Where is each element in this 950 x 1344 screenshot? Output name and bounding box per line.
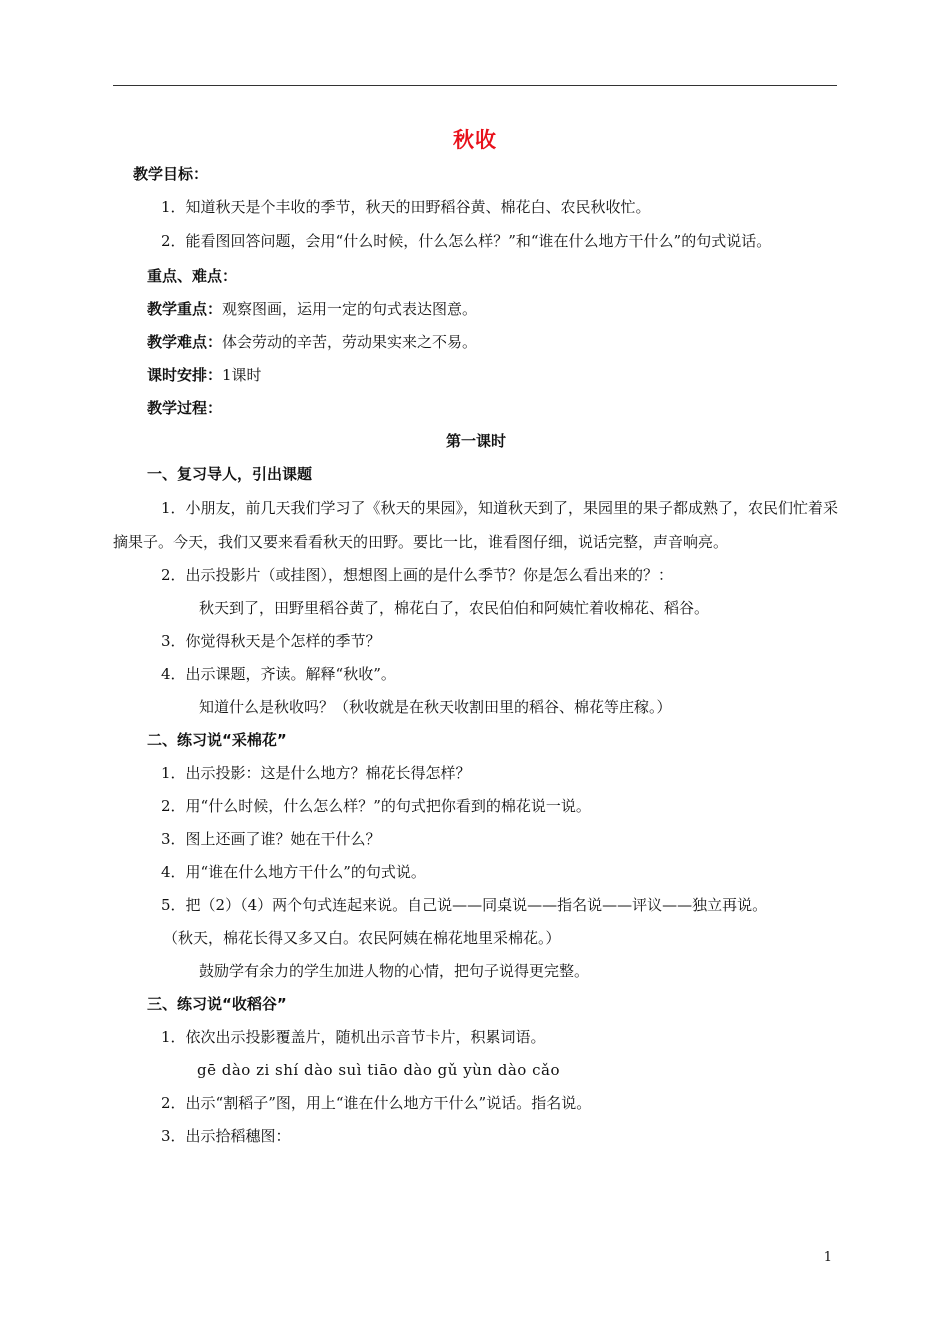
process-heading: 教学过程： [147,399,223,417]
section-3-item-1: 1．依次出示投影覆盖片，随机出示音节卡片，积累词语。 [161,1028,546,1046]
focus-line [113,293,839,326]
goals-heading: 教学目标： [133,165,209,183]
section-1-item-2: 2．出示投影片（或挂图），想想图上画的是什么季节？你是怎么看出来的？： [161,566,674,584]
focus-text: 观察图画，运用一定的句式表达图意。 [222,300,478,318]
document-title: 秋收 [453,128,497,152]
section-2-item-3: 3．图上还画了谁？她在干什么？ [161,830,381,848]
lesson-heading: 第一课时 [445,432,506,450]
section-1-item-1: 1．小朋友，前几天我们学习了《秋天的果园》，知道秋天到了，果园里的果子都成熟了，农民们忙着采摘果子。今天，我们又要来看看秋天的田野。要比一比，谁看图仔细，说话完整，声音响亮。 [113,499,839,551]
section-1-item-4-answer: 知道什么是秋收吗？（秋收就是在秋天收割田里的稻谷、棉花等庄稼。） [199,698,672,716]
section-2-item-1: 1．出示投影：这是什么地方？棉花长得怎样？ [161,764,471,782]
section-2-item-4: 4．用“谁在什么地方干什么”的句式说。 [161,863,426,881]
difficulty-text: 体会劳动的辛苦，劳动果实来之不易。 [222,333,478,351]
goal-item-1: 1．知道秋天是个丰收的季节，秋天的田野稻谷黄、棉花白、农民秋收忙。 [161,198,651,216]
section-3-item-3: 3．出示拾稻穗图： [161,1127,291,1145]
difficulty-label: 教学难点： [147,333,223,351]
section-3-heading: 三、练习说“收稻谷” [147,995,287,1013]
page-number: 1 [823,1250,832,1265]
header-rule [113,85,837,86]
key-points-heading: 重点、难点： [147,267,238,285]
schedule-line [113,359,839,392]
section-2-heading: 二、练习说“采棉花” [147,731,287,749]
section-2-item-5: 5．把（2）（4）两个句式连起来说。自己说——同桌说——指名说——评议——独立再说。 [161,896,768,914]
section-2-item-5-note: 鼓励学有余力的学生加进人物的心情，把句子说得更完整。 [199,962,590,980]
goal-item-2: 2．能看图回答问题，会用“什么时候，什么怎么样？”和“谁在什么地方干什么”的句式说话。 [161,232,772,250]
focus-label: 教学重点： [147,300,223,318]
document-body [113,158,839,1153]
section-2-item-2: 2．用“什么时候，什么怎么样？”的句式把你看到的棉花说一说。 [161,797,591,815]
section-1-item-2-answer: 秋天到了，田野里稻谷黄了，棉花白了，农民伯伯和阿姨忙着收棉花、稻谷。 [199,599,710,617]
section-1-item-3: 3．你觉得秋天是个怎样的季节？ [161,632,381,650]
section-1-heading: 一、复习导人，引出课题 [147,465,313,483]
schedule-label: 课时安排： [147,366,223,384]
section-2-item-5-example: （秋天，棉花长得又多又白。农民阿姨在棉花地里采棉花。） [163,929,561,947]
difficulty-line [113,326,839,359]
section-3-item-2: 2．出示“割稻子”图，用上“谁在什么地方干什么”说话。指名说。 [161,1094,592,1112]
schedule-text: 1课时 [222,366,262,384]
section-1-item-4: 4．出示课题，齐读。解释“秋收”。 [161,665,396,683]
section-3-pinyin: gē dào zi shí dào suì tiāo dào gǔ yùn dào cǎo [197,1061,560,1079]
